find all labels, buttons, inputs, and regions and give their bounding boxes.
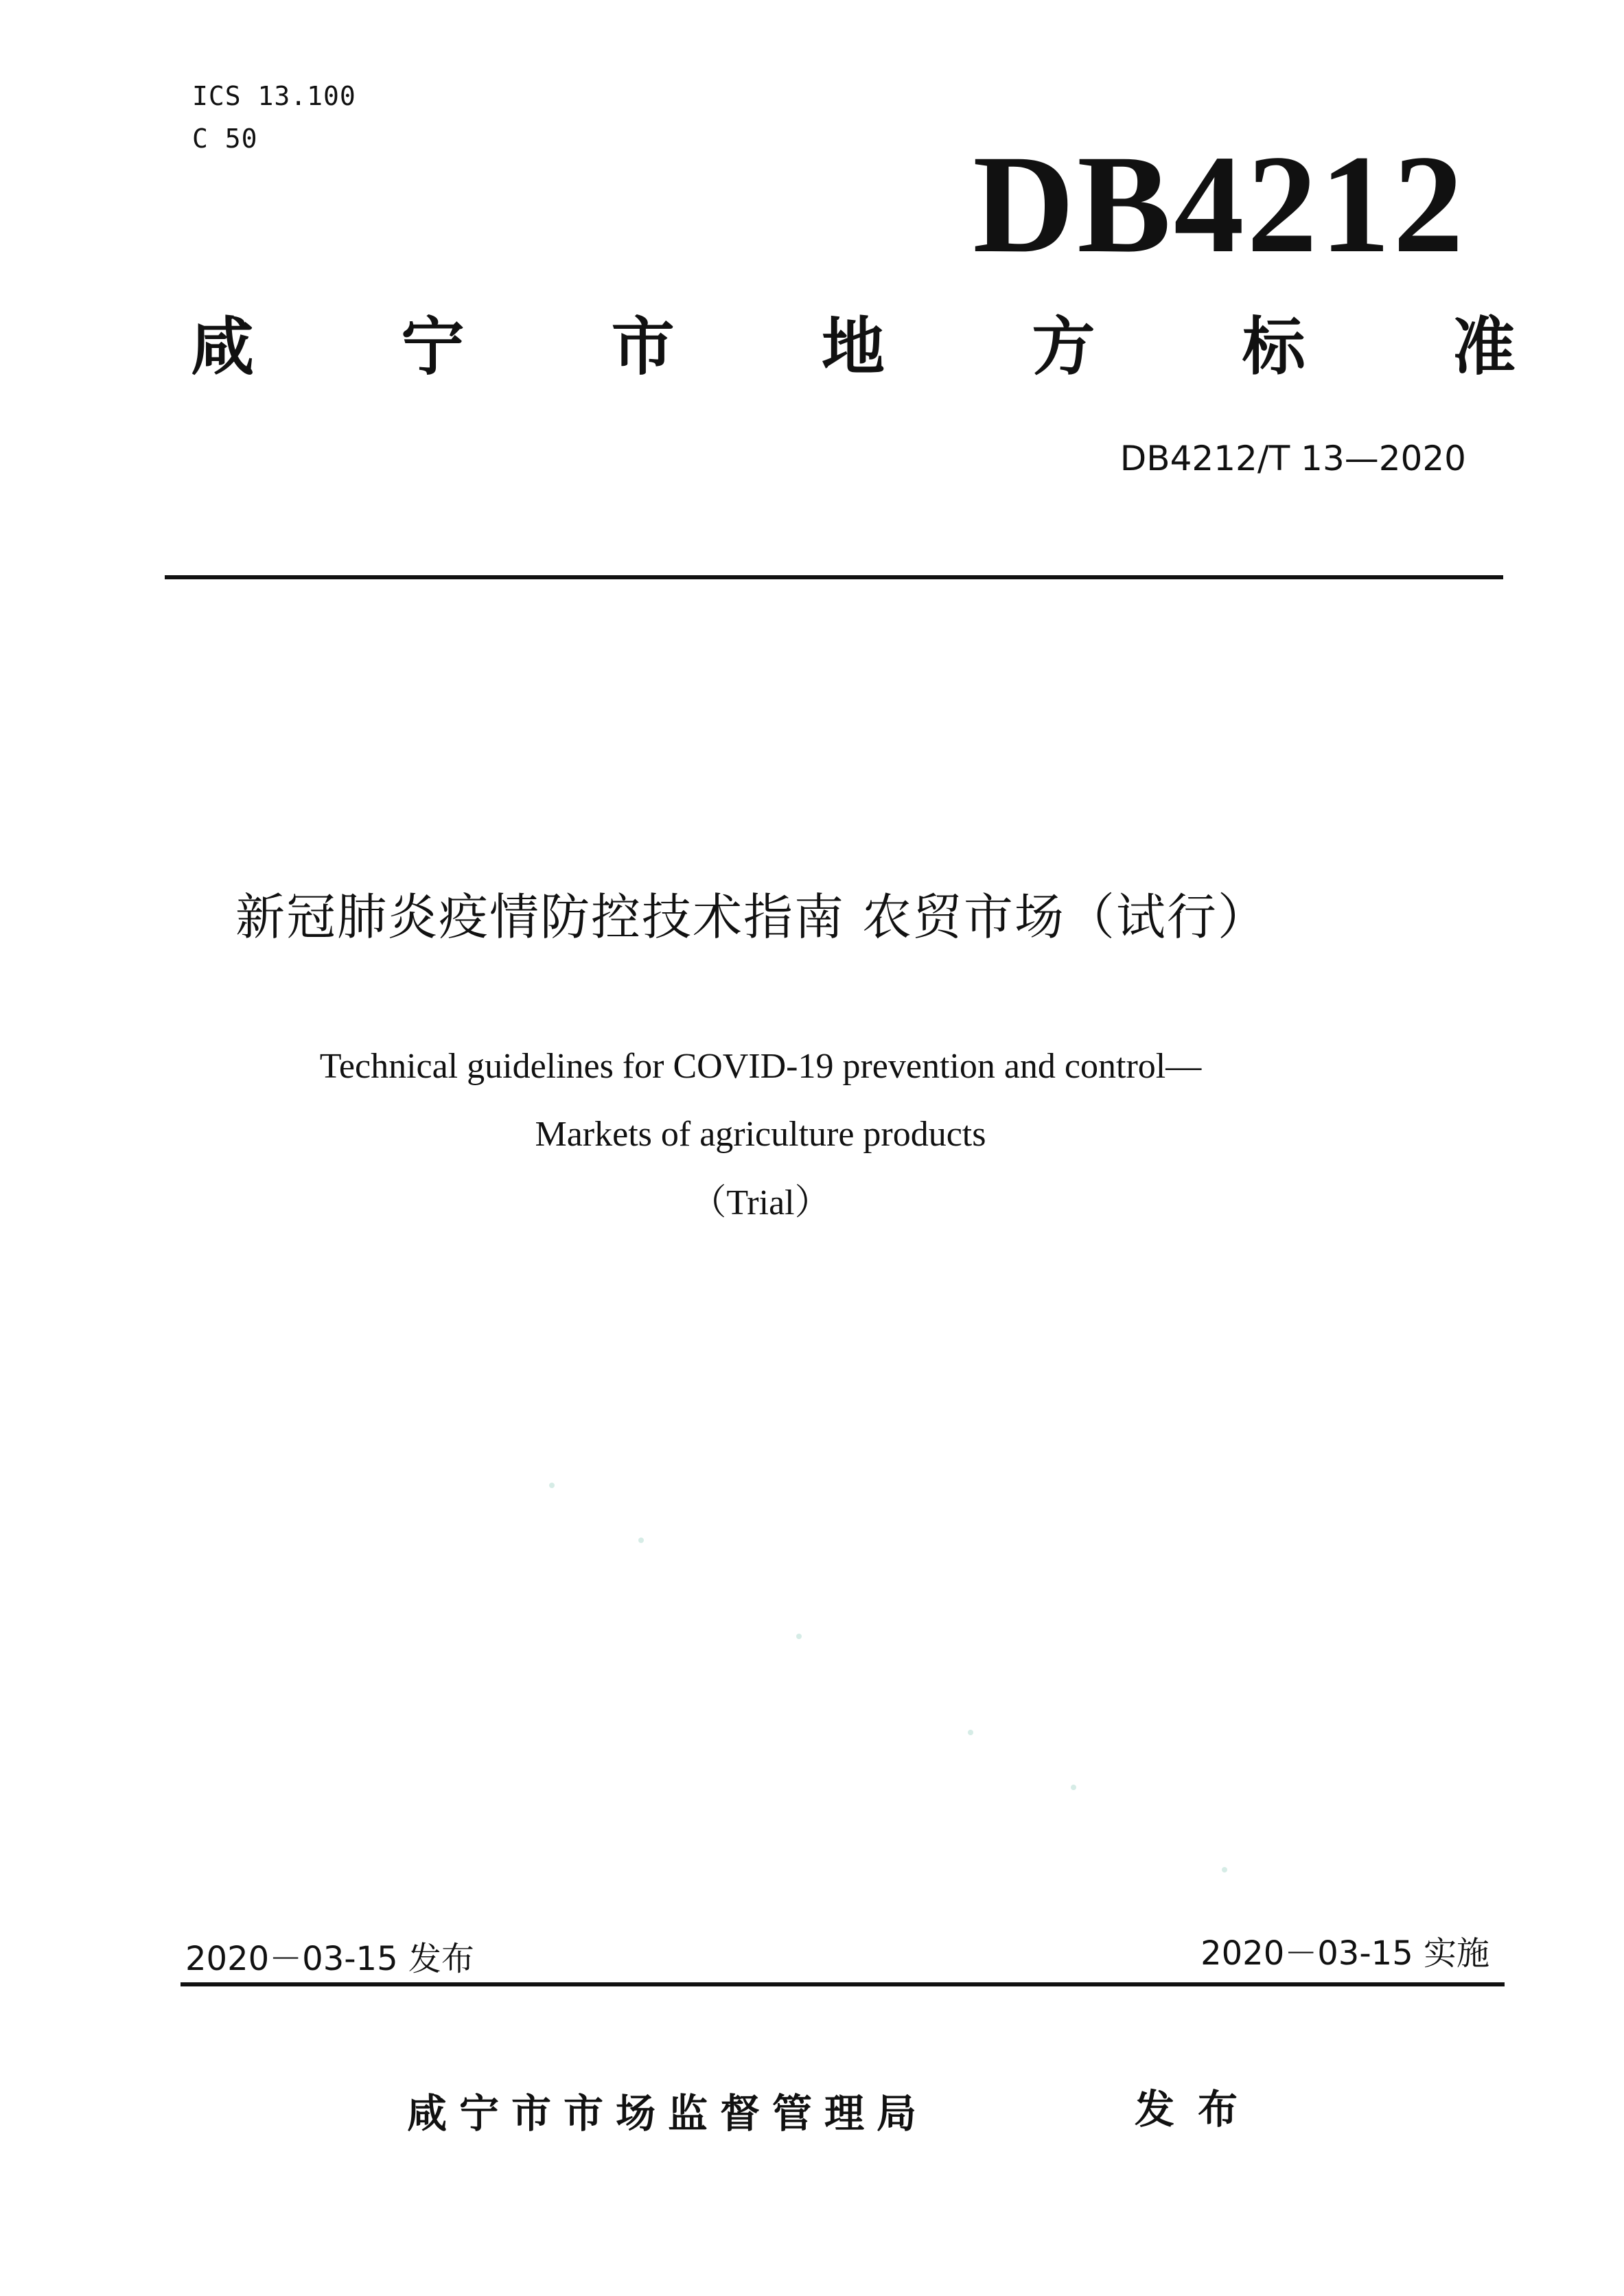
ccs-code: C 50 xyxy=(192,124,258,154)
standard-type-heading xyxy=(191,310,1516,384)
standard-code-logo: DB4212 xyxy=(973,126,1466,282)
issue-label: 发布 xyxy=(1135,2086,1262,2133)
document-title-en-line3: （Trial） xyxy=(691,1183,831,1222)
document-title-cn: 新冠肺炎疫情防控技术指南 农贸市场（试行） xyxy=(235,888,1268,946)
ics-code: ICS 13.100 xyxy=(192,81,356,111)
standard-number: DB4212/T 13—2020 xyxy=(1120,439,1466,478)
scan-speck xyxy=(968,1730,973,1735)
standard-type-char: 方 xyxy=(1032,310,1095,384)
scan-speck xyxy=(638,1538,644,1543)
scan-speck xyxy=(796,1634,802,1639)
issuing-authority: 咸宁市市场监督管理局 xyxy=(407,2090,929,2137)
scan-speck xyxy=(1222,1867,1227,1872)
bottom-divider xyxy=(181,1982,1505,1986)
scan-speck xyxy=(1071,1785,1076,1790)
top-divider xyxy=(165,575,1503,579)
implementation-date: 2020－03-15 实施 xyxy=(1200,1934,1489,1973)
document-title-en-line2: Markets of agriculture products xyxy=(535,1115,986,1154)
document-title-en-line1: Technical guidelines for COVID-19 prevention and control— xyxy=(319,1047,1202,1086)
standard-type-char: 标 xyxy=(1242,310,1306,384)
standard-type-char: 市 xyxy=(611,310,675,384)
standard-type-char: 地 xyxy=(821,310,885,384)
scan-speck xyxy=(549,1483,555,1488)
standard-type-char: 宁 xyxy=(401,310,465,384)
standard-type-char: 咸 xyxy=(191,310,255,384)
issue-date: 2020－03-15 发布 xyxy=(185,1940,474,1978)
standard-type-char: 准 xyxy=(1452,310,1516,384)
